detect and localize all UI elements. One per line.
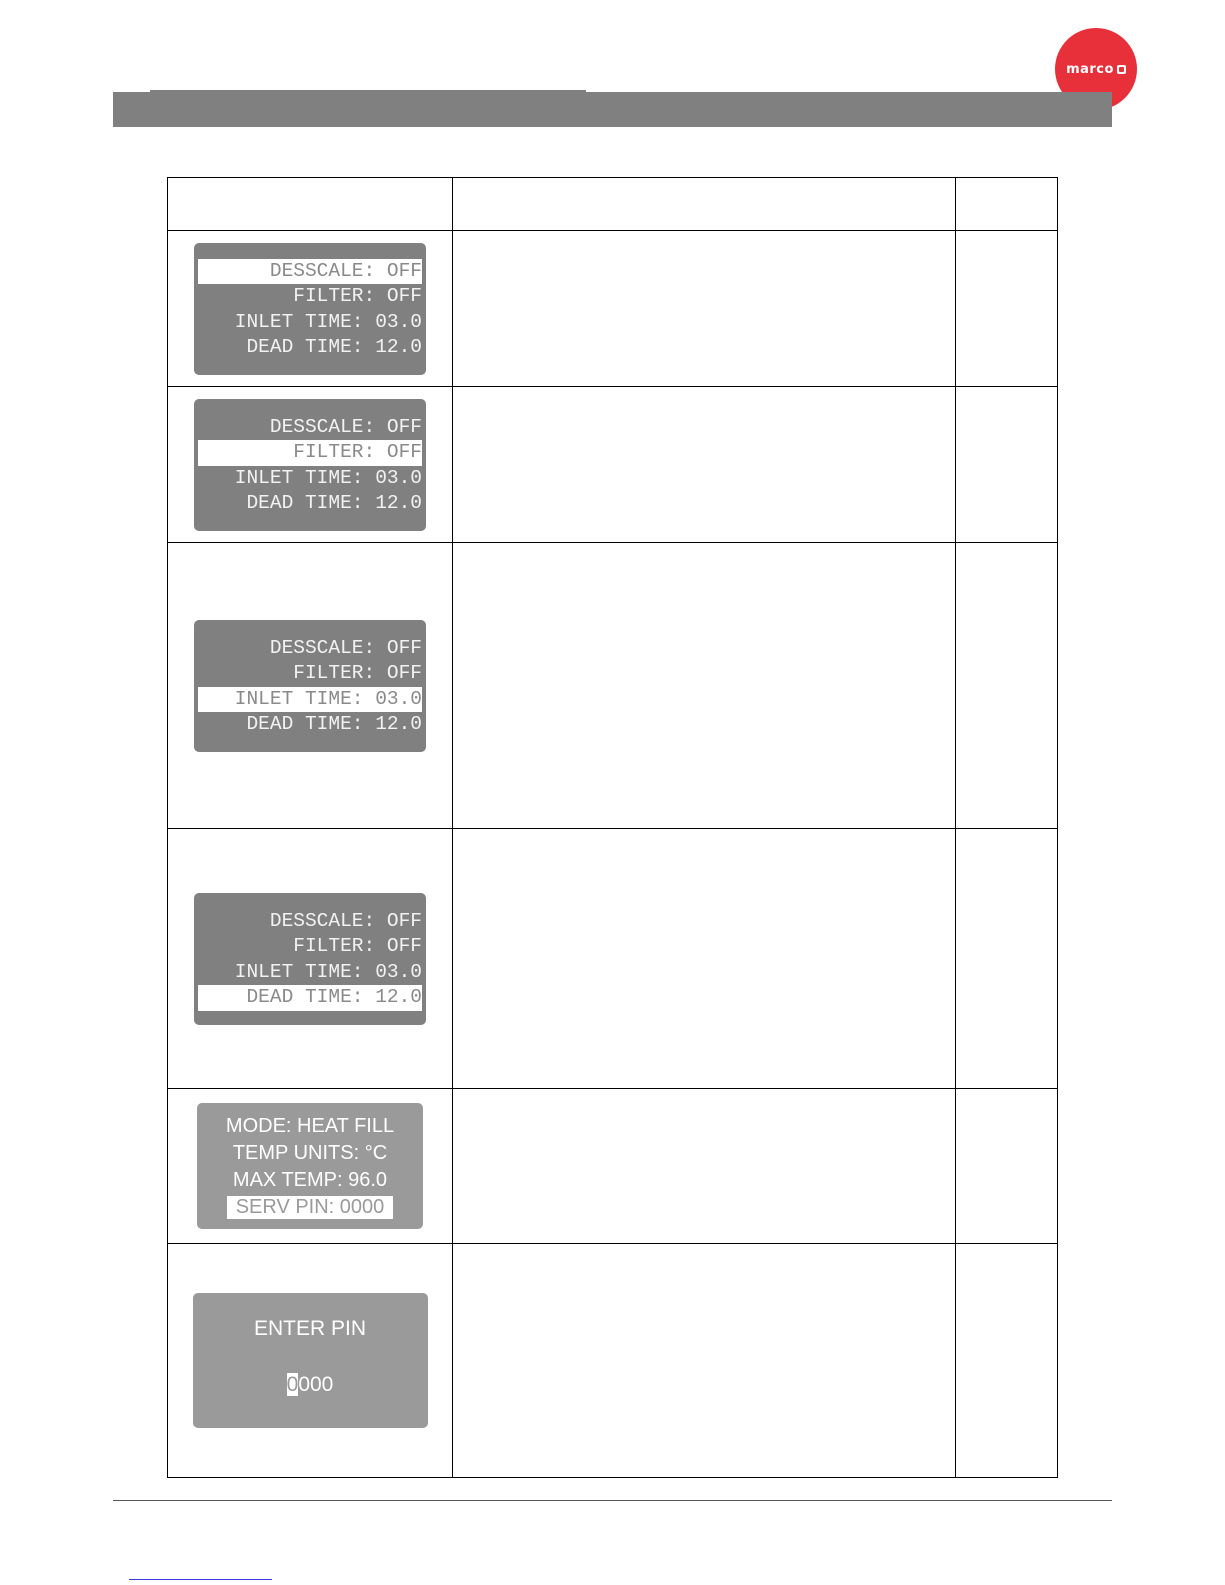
settings-table bbox=[167, 177, 1058, 1478]
pin-title: ENTER PIN bbox=[253, 1317, 366, 1340]
header-bar bbox=[113, 92, 1112, 127]
table-row bbox=[168, 829, 1058, 1089]
lcd-line: FILTER: OFF bbox=[293, 285, 422, 307]
lcd-line: TEMP UNITS: °C bbox=[232, 1142, 388, 1164]
description-cell bbox=[453, 1089, 956, 1244]
lcd-line: INLET TIME: 03.0 bbox=[234, 960, 422, 983]
extra-cell bbox=[956, 543, 1058, 829]
lcd-line: FILTER: OFF bbox=[293, 935, 422, 957]
lcd-line: DESSCALE: OFF bbox=[269, 909, 422, 932]
extra-cell bbox=[956, 829, 1058, 1089]
lcd-line: MODE: HEAT FILL bbox=[225, 1115, 395, 1137]
lcd-line: DEAD TIME: 12.0 bbox=[246, 713, 422, 735]
pin-cursor-digit: 0 bbox=[286, 1373, 299, 1396]
lcd-line-selected: DEAD TIME: 12.0 bbox=[198, 985, 422, 1011]
extra-cell bbox=[956, 231, 1058, 387]
logo-mark-icon bbox=[1117, 65, 1126, 74]
extra-cell bbox=[956, 387, 1058, 543]
lcd-line: DESSCALE: OFF bbox=[269, 415, 422, 438]
footer-rule bbox=[113, 1500, 1112, 1501]
lcd-line: INLET TIME: 03.0 bbox=[234, 310, 422, 333]
header-cell-extra bbox=[956, 178, 1058, 231]
description-cell bbox=[453, 1244, 956, 1478]
extra-cell bbox=[956, 1244, 1058, 1478]
lcd-line-selected: INLET TIME: 03.0 bbox=[198, 687, 422, 713]
description-cell bbox=[453, 543, 956, 829]
lcd-line-selected: FILTER: OFF bbox=[198, 440, 422, 466]
lcd-screen bbox=[194, 620, 426, 752]
header-cell-description bbox=[453, 178, 956, 231]
lcd-line: DEAD TIME: 12.0 bbox=[246, 492, 422, 514]
lcd-line: DEAD TIME: 12.0 bbox=[246, 336, 422, 358]
table-header-row bbox=[168, 178, 1058, 231]
lcd-line: INLET TIME: 03.0 bbox=[234, 466, 422, 489]
pin-value bbox=[287, 1373, 334, 1397]
footer-link-underline[interactable] bbox=[129, 1579, 272, 1580]
lcd-line: DESSCALE: OFF bbox=[269, 636, 422, 659]
extra-cell bbox=[956, 1089, 1058, 1244]
description-cell bbox=[453, 829, 956, 1089]
display-cell bbox=[168, 1089, 453, 1244]
lcd-screen bbox=[197, 1103, 423, 1229]
lcd-screen bbox=[194, 399, 426, 531]
logo-text: marco bbox=[1066, 61, 1114, 77]
lcd-screen bbox=[194, 243, 426, 375]
header-cell-display bbox=[168, 178, 453, 231]
lcd-line: FILTER: OFF bbox=[293, 662, 422, 684]
description-cell bbox=[453, 387, 956, 543]
table-row bbox=[168, 231, 1058, 387]
display-cell bbox=[168, 829, 453, 1089]
description-cell bbox=[453, 231, 956, 387]
display-cell bbox=[168, 387, 453, 543]
display-cell bbox=[168, 543, 453, 829]
lcd-screen bbox=[194, 893, 426, 1025]
table-row bbox=[168, 1244, 1058, 1478]
display-cell bbox=[168, 1244, 453, 1478]
pin-rest-digits: 000 bbox=[298, 1373, 334, 1396]
table-row bbox=[168, 387, 1058, 543]
lcd-line: MAX TEMP: 96.0 bbox=[232, 1169, 388, 1191]
display-cell bbox=[168, 231, 453, 387]
table-row bbox=[168, 1089, 1058, 1244]
pin-screen bbox=[193, 1293, 428, 1428]
lcd-line-selected: DESSCALE: OFF bbox=[198, 259, 422, 285]
lcd-line-selected: SERV PIN: 0000 bbox=[227, 1196, 394, 1219]
table-row bbox=[168, 543, 1058, 829]
